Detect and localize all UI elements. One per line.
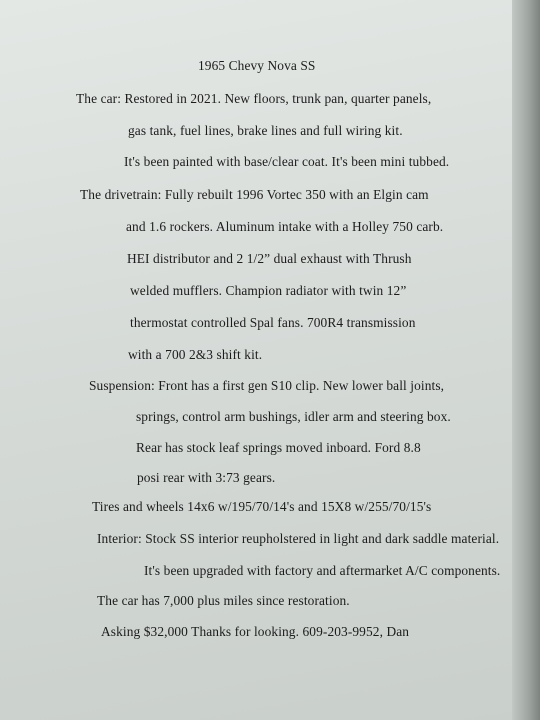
suspension-line-4: posi rear with 3:73 gears.: [137, 470, 276, 485]
car-line-3: It's been painted with base/clear coat. It's been mini tubbed.: [124, 154, 450, 169]
suspension-line-2: springs, control arm bushings, idler arm and steering box.: [136, 409, 451, 424]
interior-line-1: Interior: Stock SS interior reupholstered in light and dark saddle material.: [97, 531, 500, 546]
drivetrain-line-4: welded mufflers. Champion radiator with twin 12”: [130, 283, 407, 298]
drivetrain-line-6: with a 700 2&3 shift kit.: [128, 347, 263, 362]
drivetrain-line-5: thermostat controlled Spal fans. 700R4 transmission: [130, 315, 416, 330]
drivetrain-line-3: HEI distributor and 2 1/2” dual exhaust with Thrush: [127, 251, 412, 266]
car-line-1: The car: Restored in 2021. New floors, trunk pan, quarter panels,: [76, 91, 432, 106]
suspension-line-1: Suspension: Front has a first gen S10 clip. New lower ball joints,: [89, 378, 445, 393]
mileage-line: The car has 7,000 plus miles since restoration.: [97, 593, 350, 608]
drivetrain-line-1: The drivetrain: Fully rebuilt 1996 Vortec 350 with an Elgin cam: [80, 187, 429, 202]
document-title: 1965 Chevy Nova SS: [198, 58, 316, 73]
suspension-line-3: Rear has stock leaf springs moved inboard. Ford 8.8: [136, 440, 421, 455]
asking-price-line: Asking $32,000 Thanks for looking. 609-203-9952, Dan: [101, 624, 410, 639]
drivetrain-line-2: and 1.6 rockers. Aluminum intake with a Holley 750 carb.: [126, 219, 444, 234]
tires-wheels-line: Tires and wheels 14x6 w/195/70/14's and 15X8 w/255/70/15's: [92, 499, 432, 514]
page-edge-shadow: [512, 0, 540, 720]
interior-line-2: It's been upgraded with factory and aftermarket A/C components.: [144, 563, 501, 578]
car-line-2: gas tank, fuel lines, brake lines and full wiring kit.: [128, 123, 403, 138]
